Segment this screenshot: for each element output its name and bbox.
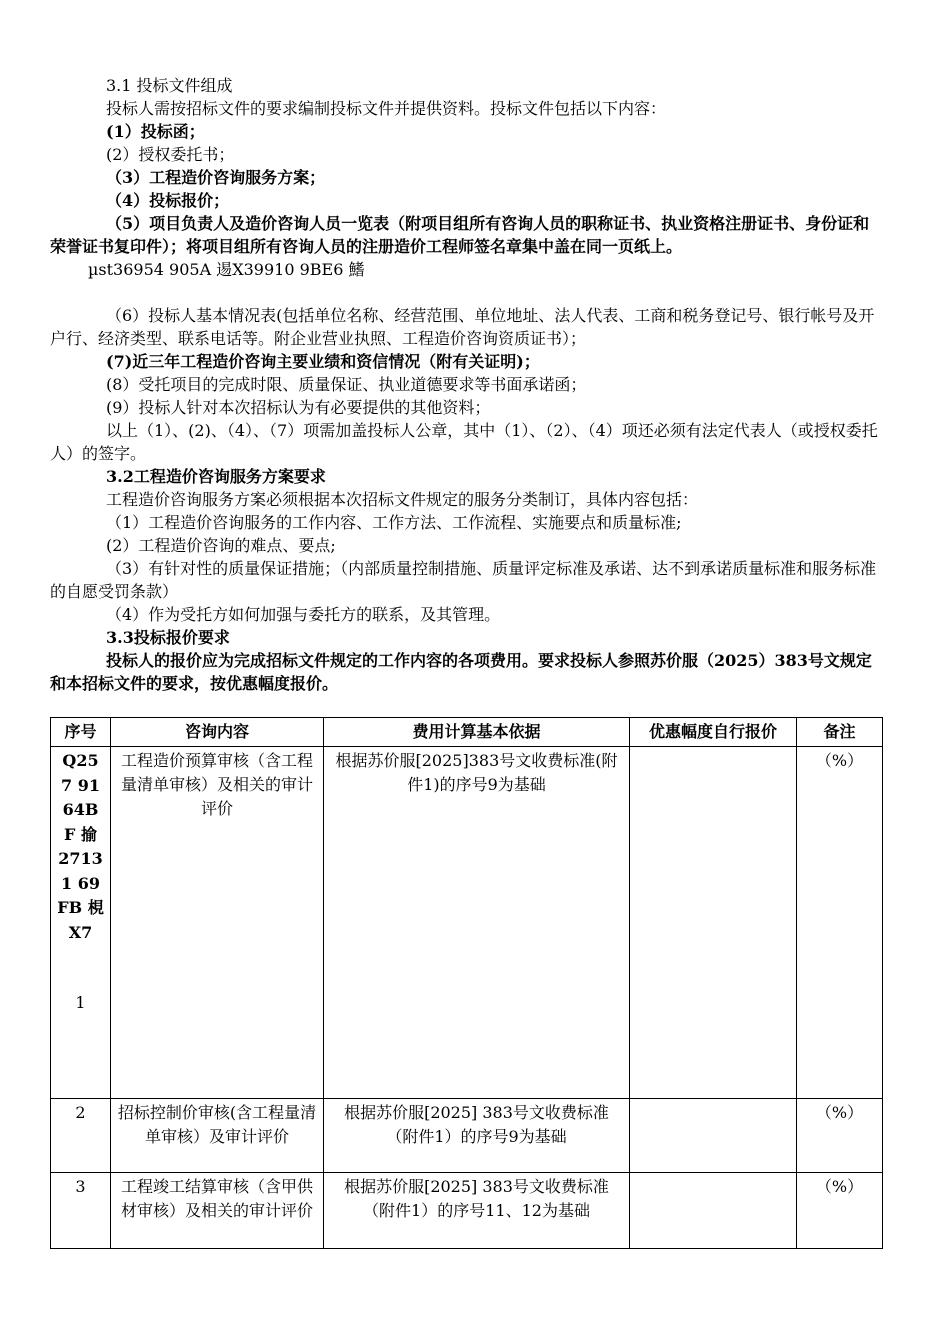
item-9: (9）投标人针对本次招标认为有必要提供的其他资料； bbox=[106, 398, 491, 417]
section-3-1-intro: 投标人需按招标文件的要求编制投标文件并提供资料。投标文件包括以下内容： bbox=[106, 99, 667, 118]
row-2-seq: 2 bbox=[51, 1099, 111, 1173]
row-3-seq: 3 bbox=[51, 1173, 111, 1249]
item-2: (2）授权委托书； bbox=[106, 145, 235, 164]
row-2-basis: 根据苏价服[2025] 383号文收费标准（附件1）的序号9为基础 bbox=[324, 1099, 630, 1173]
item-4: （4）投标报价； bbox=[106, 191, 230, 210]
section-3-3-text: 投标人的报价应为完成招标文件规定的工作内容的各项费用。要求投标人参照苏价服（2025）383号文规定和本招标文件的要求，按优惠幅度报价。 bbox=[50, 651, 872, 693]
row-3-basis: 根据苏价服[2025] 383号文收费标准（附件1）的序号11、12为基础 bbox=[324, 1173, 630, 1249]
row-1-seq bbox=[51, 747, 111, 1099]
header-basis: 费用计算基本依据 bbox=[324, 718, 630, 747]
section-3-2-item-2: (2）工程造价咨询的难点、要点; bbox=[106, 536, 336, 555]
row-1-seq-code: Q257 91 64BF 揄 2713 1 69FB 梘 X7 bbox=[57, 751, 104, 942]
table-row bbox=[51, 1099, 883, 1173]
header-discount: 优惠幅度自行报价 bbox=[630, 718, 797, 747]
section-3-2-intro: 工程造价咨询服务方案必须根据本次招标文件规定的服务分类制订，具体内容包括： bbox=[106, 490, 699, 509]
row-1-seq-number: 1 bbox=[75, 993, 86, 1012]
garbled-line: µst36954 905A 逷X39910 9BE6 鰭 bbox=[88, 260, 365, 279]
table-row bbox=[51, 1173, 883, 1249]
row-1-content: 工程造价预算审核（含工程量清单审核）及相关的审计评价 bbox=[111, 747, 324, 1099]
table-header-row bbox=[51, 718, 883, 747]
fee-table bbox=[50, 717, 883, 1249]
row-3-content: 工程竣工结算审核（含甲供材审核）及相关的审计评价 bbox=[111, 1173, 324, 1249]
item-7: (7)近三年工程造价咨询主要业绩和资信情况（附有关证明)； bbox=[106, 352, 540, 371]
item-5: （5）项目负责人及造价咨询人员一览表（附项目组所有咨询人员的职称证书、执业资格注册证书、身份证和荣誉证书复印件）；将项目组所有咨询人员的注册造价工程师签名章集中盖在同一页纸上。 bbox=[50, 214, 870, 256]
row-1-remark: （%） bbox=[797, 747, 883, 1099]
item-1: (1）投标函； bbox=[106, 122, 205, 141]
header-remark: 备注 bbox=[797, 718, 883, 747]
item-6: （6）投标人基本情况表(包括单位名称、经营范围、单位地址、法人代表、工商和税务登记号、银行帐号及开户行、经济类型、联系电话等。附企业营业执照、工程造价咨询资质证书）； bbox=[50, 306, 875, 348]
section-3-2-item-1: （1）工程造价咨询服务的工作内容、工作方法、工作流程、实施要点和质量标准; bbox=[106, 513, 682, 532]
section-3-1-heading: 3.1 投标文件组成 bbox=[106, 76, 233, 95]
table-row bbox=[51, 747, 883, 1099]
row-2-content: 招标控制价审核(含工程量清单审核）及审计评价 bbox=[111, 1099, 324, 1173]
row-1-discount bbox=[630, 747, 797, 1099]
item-8: (8）受托项目的完成时限、质量保证、执业道德要求等书面承诺函； bbox=[106, 375, 587, 394]
header-seq: 序号 bbox=[51, 718, 111, 747]
row-1-basis: 根据苏价服[2025]383号文收费标准(附件1)的序号9为基础 bbox=[324, 747, 630, 1099]
section-3-2-heading: 3.2工程造价咨询服务方案要求 bbox=[106, 467, 326, 486]
row-2-remark: （%） bbox=[797, 1099, 883, 1173]
document-body bbox=[50, 74, 882, 695]
row-3-discount bbox=[630, 1173, 797, 1249]
section-3-2-item-4: （4）作为受托方如何加强与委托方的联系，及其管理。 bbox=[106, 605, 501, 624]
item-3: （3）工程造价咨询服务方案； bbox=[106, 168, 326, 187]
header-content: 咨询内容 bbox=[111, 718, 324, 747]
row-2-discount bbox=[630, 1099, 797, 1173]
section-3-3-heading: 3.3投标报价要求 bbox=[106, 628, 230, 647]
row-3-remark: （%） bbox=[797, 1173, 883, 1249]
item-note: 以上（1）、(2)、（4）、（7）项需加盖投标人公章，其中（1）、（2）、（4）项还必须有法定代表人（或授权委托人）的签字。 bbox=[50, 421, 878, 463]
section-3-2-item-3: （3）有针对性的质量保证措施；（内部质量控制措施、质量评定标准及承诺、达不到承诺质量标准和服务标准的自愿受罚条款） bbox=[50, 559, 877, 601]
